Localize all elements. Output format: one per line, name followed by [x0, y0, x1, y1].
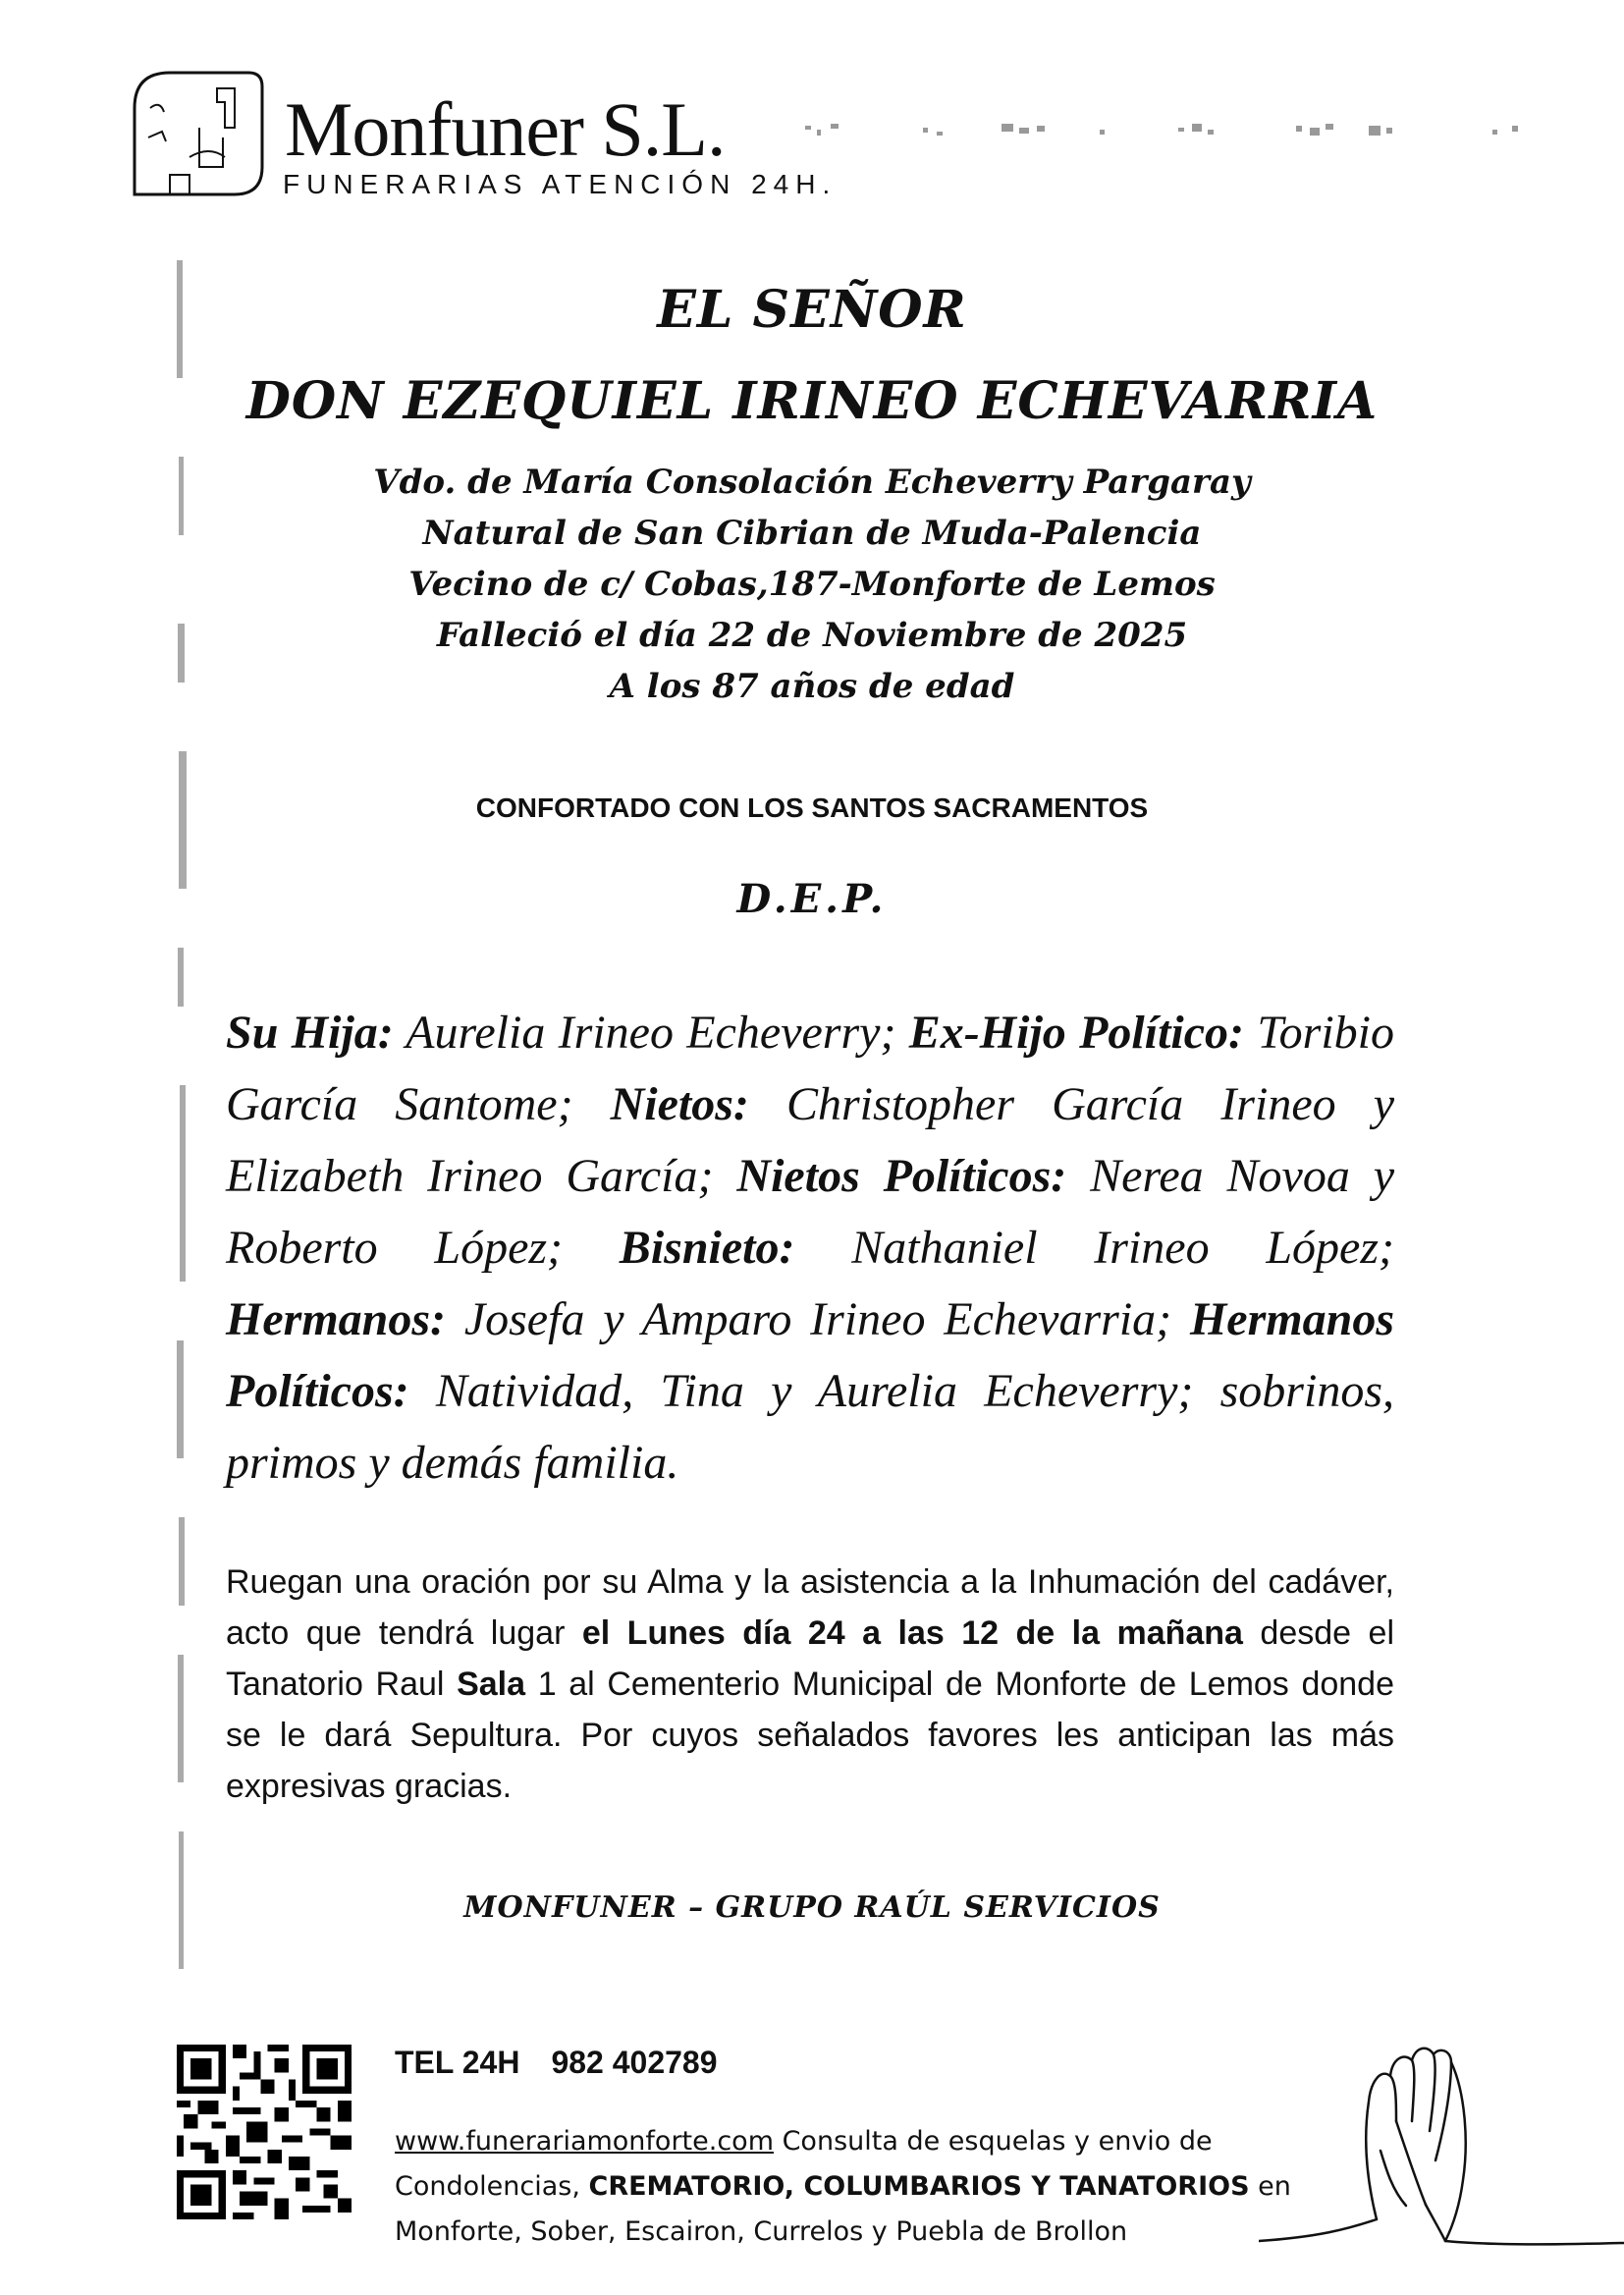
brand-tagline: FUNERARIAS ATENCIÓN 24H. — [283, 169, 838, 199]
family-label: Ex-Hijo Político: — [908, 1007, 1245, 1059]
ceremony-datetime: el Lunes día 24 a las 12 de la mañana — [581, 1614, 1243, 1652]
widower-line: Vdo. de María Consolación Echeverry Pargaray — [373, 463, 1251, 502]
family-label: Hermanos: — [226, 1293, 447, 1345]
notice-title: EL SEÑOR — [657, 280, 967, 340]
website-link[interactable]: www.funerariamonforte.com — [395, 2126, 774, 2157]
resident-line: Vecino de c/ Cobas,187-Monforte de Lemos — [408, 565, 1216, 604]
praying-hands-icon — [1259, 2033, 1624, 2278]
family-label: Hermanos Políticos: — [226, 1293, 1394, 1417]
contact-text — [395, 2119, 1337, 2255]
family-names: Aurelia Irineo Echeverry; — [393, 1007, 909, 1059]
family-label: Nietos: — [610, 1078, 749, 1130]
scan-noise — [805, 118, 1551, 143]
family-names: Josefa y Amparo Irineo Echevarria; — [446, 1293, 1190, 1345]
family-names: Christopher García Irineo y Elizabeth Irineo García; — [226, 1078, 1394, 1202]
family-label: Su Hija: — [226, 1007, 394, 1059]
family-list — [226, 997, 1394, 1499]
brand-name: Monfuner S.L. — [285, 86, 726, 172]
phone-line — [395, 2045, 749, 2081]
contact-part: Consulta de esquelas y envio de Condolencias, — [395, 2126, 1213, 2202]
family-names: Nathaniel Irineo López; — [794, 1222, 1395, 1274]
ceremony-text — [226, 1557, 1394, 1812]
ceremony-part: 1 al Cementerio Municipal de Monforte de Lemos donde se le dará Sepultura. Por cuyos señalados favores les anticipan las más expresivas gracias. — [226, 1666, 1394, 1805]
death-date-line: Falleció el día 22 de Noviembre de 2025 — [436, 616, 1188, 655]
signature: MONFUNER – GRUPO RAÚL SERVICIOS — [463, 1890, 1161, 1925]
native-line: Natural de San Cibrian de Muda-Palencia — [422, 514, 1202, 553]
phone-label: TEL 24H — [395, 2045, 520, 2080]
services-list: CREMATORIO, COLUMBARIOS Y TANATORIOS — [588, 2171, 1250, 2202]
phone-number[interactable]: 982 402789 — [551, 2045, 718, 2080]
ceremony-part: desde el Tanatorio Raul — [226, 1614, 1394, 1703]
family-names: Natividad, Tina y Aurelia Echeverry; sobrinos, primos y demás familia. — [226, 1365, 1394, 1489]
ceremony-part: Ruegan una oración por su Alma y la asistencia a la Inhumación del cadáver, acto que tendrá lugar — [226, 1563, 1394, 1652]
ceremony-room: Sala — [457, 1666, 526, 1703]
monfuner-logo — [131, 69, 268, 198]
contact-part: en Monforte, Sober, Escairon, Currelos y Puebla de Brollon — [395, 2171, 1291, 2247]
deceased-name: DON EZEQUIEL IRINEO ECHEVARRIA — [245, 371, 1379, 431]
dep-line: D.E.P. — [736, 876, 888, 922]
family-names: Toribio García Santome; — [226, 1007, 1394, 1130]
deceased-details — [0, 457, 1624, 712]
family-names: Nerea Novoa y Roberto López; — [226, 1150, 1395, 1274]
age-line: A los 87 años de edad — [609, 667, 1015, 706]
qr-code[interactable] — [177, 2045, 352, 2219]
family-label: Bisnieto: — [619, 1222, 795, 1274]
family-label: Nietos Políticos: — [736, 1150, 1067, 1202]
sacraments-line: CONFORTADO CON LOS SANTOS SACRAMENTOS — [475, 792, 1149, 823]
